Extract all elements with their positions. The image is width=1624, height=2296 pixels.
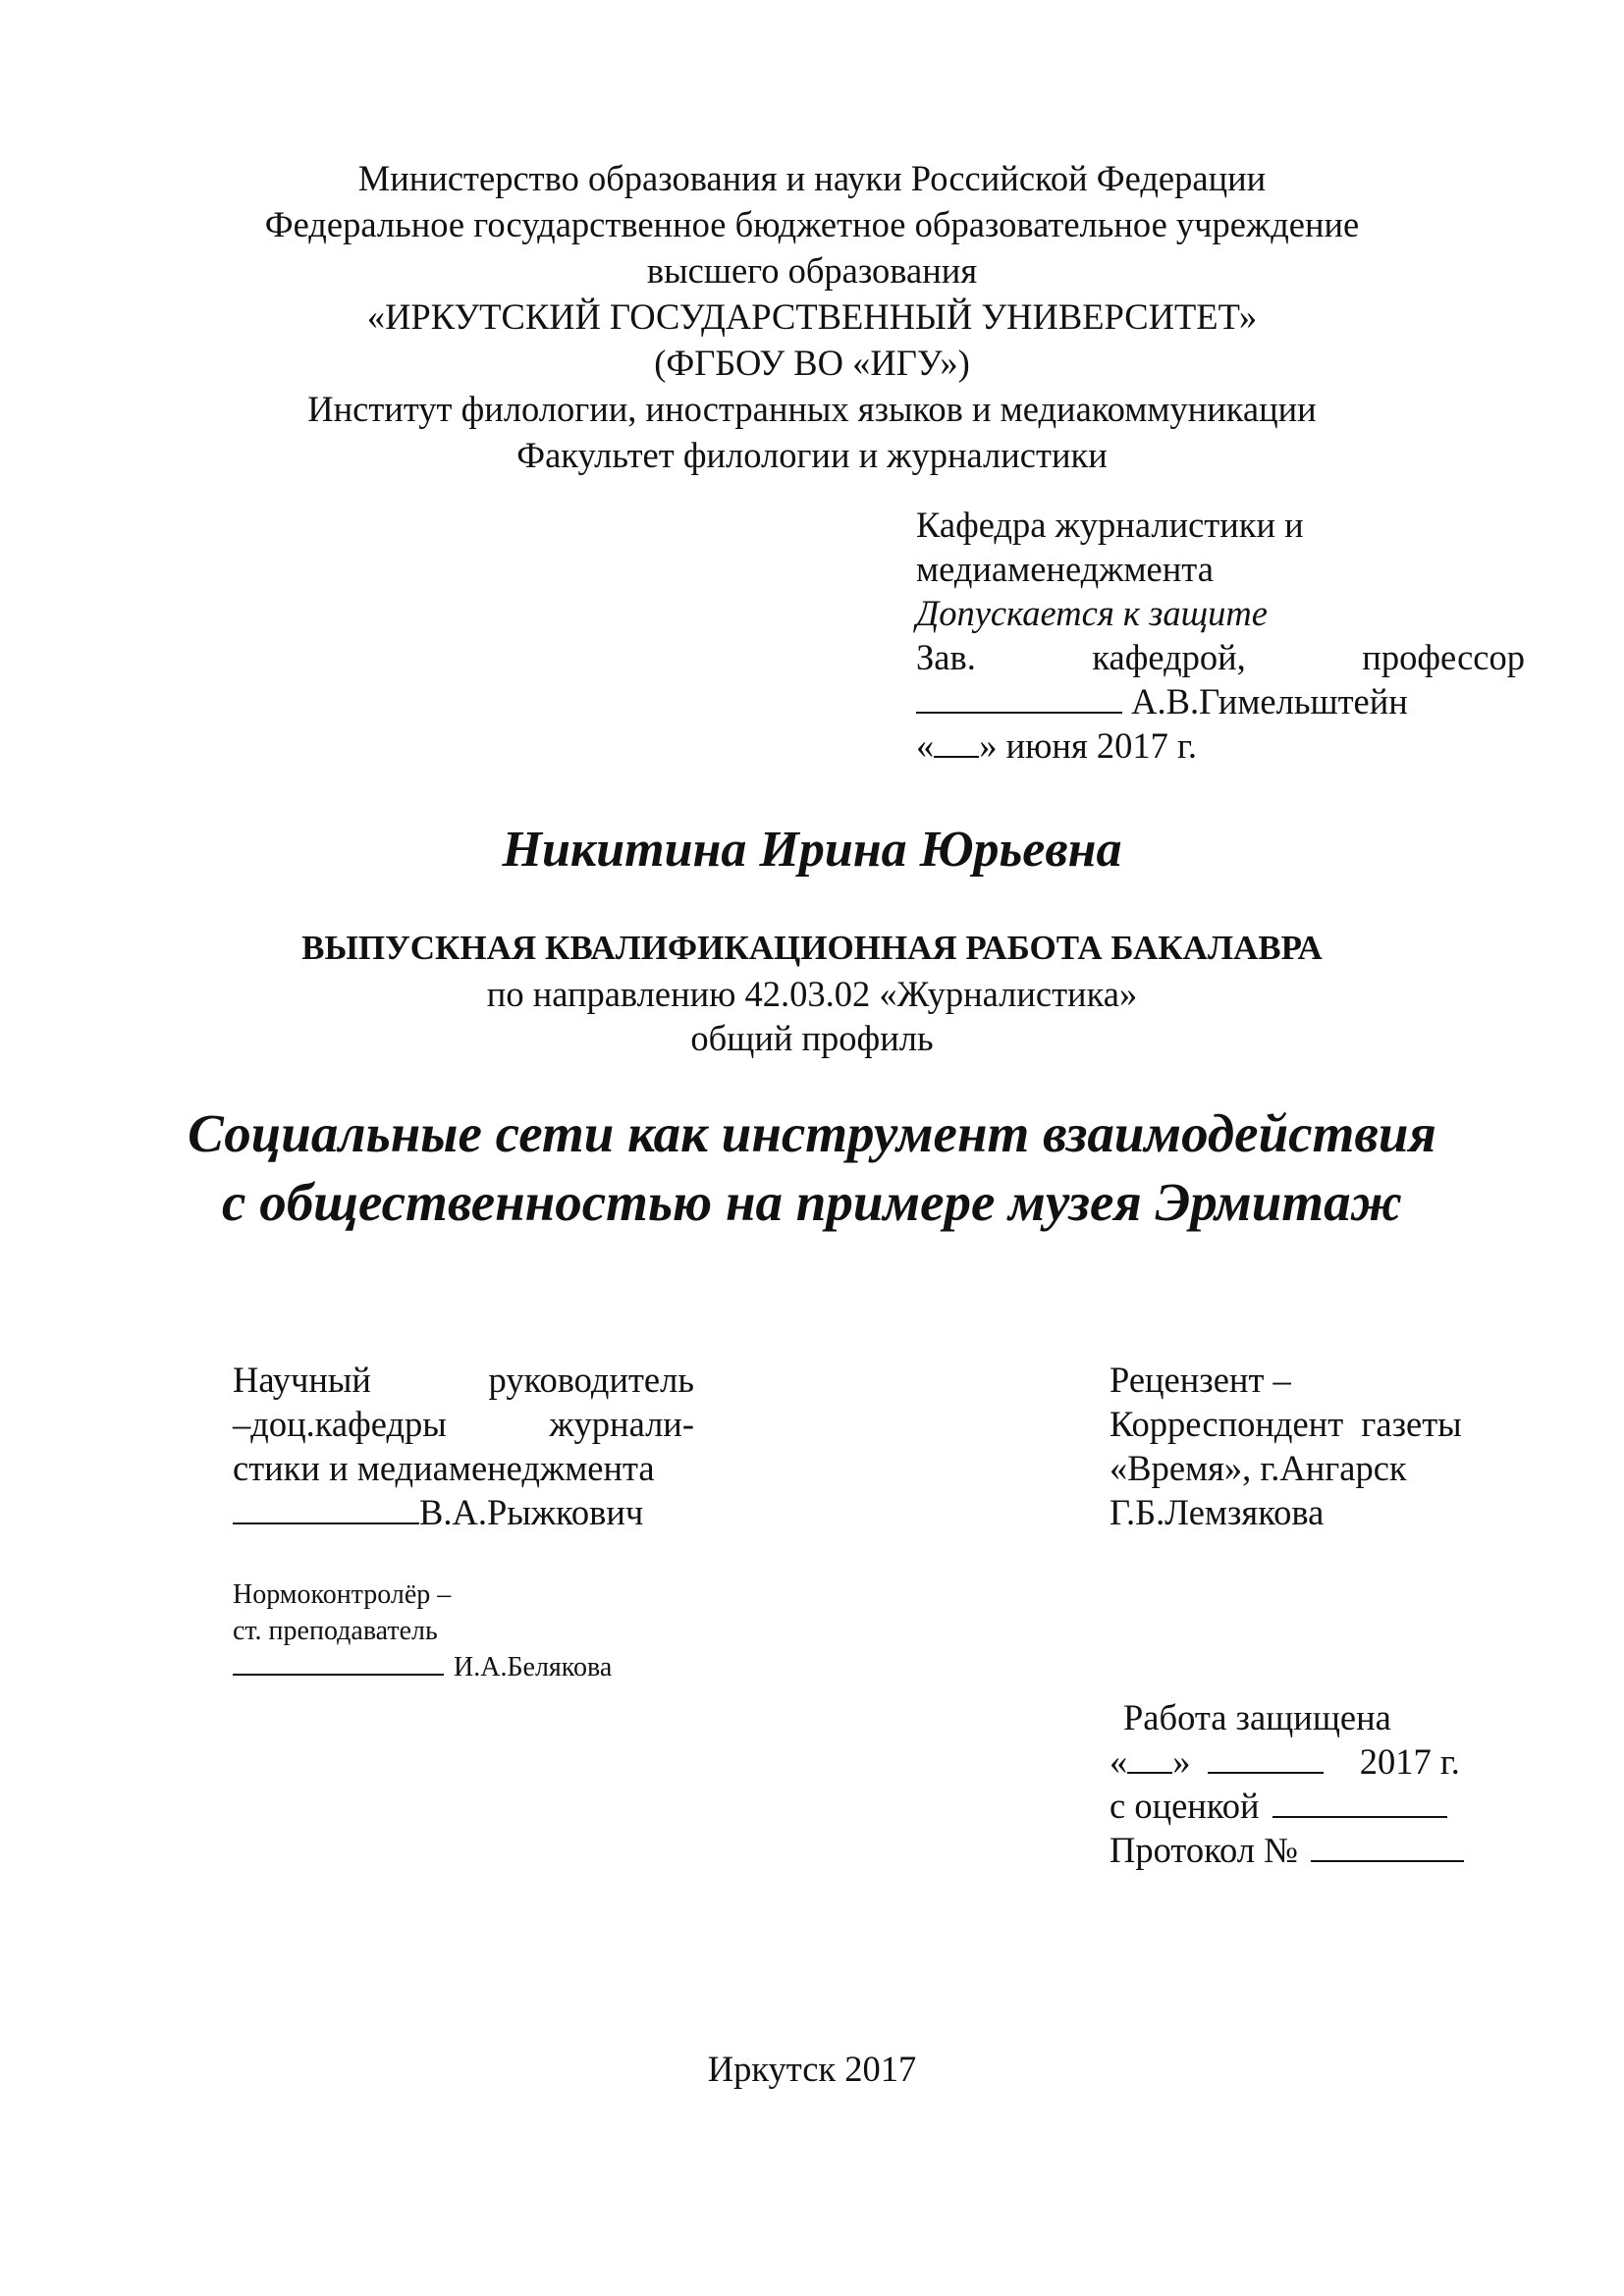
- header-line: Федеральное государственное бюджетное образовательное учреждение: [264, 204, 1360, 244]
- defense-block: [1110, 1695, 1551, 1872]
- header-line: «ИРКУТСКИЙ ГОСУДАРСТВЕННЫЙ УНИВЕРСИТЕТ»: [366, 296, 1258, 337]
- header-line: Институт филологии, иностранных языков и медиакоммуникации: [307, 389, 1317, 429]
- head-of-department-line: [916, 635, 1525, 679]
- protocol-blank: [1311, 1859, 1464, 1862]
- work-profile: общий профиль: [690, 1018, 934, 1058]
- normcontrol-name: И.А.Белякова: [454, 1652, 613, 1682]
- date-quote-open: «: [916, 725, 935, 766]
- date-text: » июня 2017 г.: [979, 725, 1197, 766]
- grade-label: с оценкой: [1110, 1786, 1260, 1826]
- reviewer-line: «Время», г.Ангарск: [1110, 1448, 1407, 1488]
- supervisor-word: Научный: [233, 1360, 371, 1400]
- header-line: (ФГБОУ ВО «ИГУ»): [654, 343, 970, 383]
- department-line: Кафедра журналистики и: [916, 505, 1304, 545]
- signature-blank: [916, 711, 1122, 714]
- head-signature-line: [916, 679, 1525, 723]
- admitted-label: Допускается к защите: [916, 593, 1268, 633]
- thesis-title-line: с общественностью на примере музея Эрмитаж: [222, 1172, 1402, 1232]
- head-name: А.В.Гимельштейн: [1131, 681, 1408, 721]
- work-type: ВЫПУСКНАЯ КВАЛИФИКАЦИОННАЯ РАБОТА БАКАЛАВРА: [301, 929, 1323, 967]
- protocol-label: Протокол №: [1110, 1830, 1298, 1870]
- normcontrol-signature-line: [233, 1649, 724, 1685]
- header-line: Факультет филологии и журналистики: [516, 435, 1108, 475]
- thesis-title-line: Социальные сети как инструмент взаимодействия: [188, 1103, 1436, 1163]
- defense-date-line: [1110, 1739, 1551, 1784]
- supervisor-block: [233, 1358, 694, 1534]
- reviewer-block: [1110, 1358, 1502, 1534]
- head-word: Зав.: [916, 637, 976, 677]
- reviewer-line: Корреспондент газеты: [1110, 1404, 1462, 1444]
- reviewer-line: Рецензент –: [1110, 1360, 1291, 1400]
- header-line: высшего образования: [646, 250, 978, 291]
- signature-blank: [233, 1673, 444, 1676]
- supervisor-word: журнали-: [549, 1404, 694, 1444]
- supervisor-word: руководитель: [488, 1360, 694, 1400]
- reviewer-name: Г.Б.Лемзякова: [1110, 1492, 1325, 1532]
- supervisor-line: [233, 1358, 694, 1402]
- thesis-title: [0, 1099, 1624, 1237]
- supervisor-word: –доц.кафедры: [233, 1404, 447, 1444]
- supervisor-line: [233, 1402, 694, 1446]
- approval-block: [916, 503, 1525, 768]
- supervisor-signature-line: [233, 1490, 694, 1534]
- day-blank: [934, 755, 979, 758]
- grade-line: [1110, 1784, 1551, 1828]
- ministry-header: [0, 155, 1624, 478]
- header-line: Министерство образования и науки Российской Федерации: [357, 158, 1267, 198]
- normcontrol-line: ст. преподаватель: [233, 1616, 438, 1646]
- head-word: кафедрой,: [1092, 637, 1246, 677]
- city-year: Иркутск 2017: [707, 2049, 917, 2089]
- defended-label: Работа защищена: [1123, 1697, 1391, 1737]
- approval-date-line: [916, 723, 1525, 768]
- author-name: Никитина Ирина Юрьевна: [502, 822, 1122, 878]
- department-line: медиаменеджмента: [916, 549, 1214, 589]
- work-direction: по направлению 42.03.02 «Журналистика»: [486, 974, 1138, 1014]
- signature-blank: [233, 1522, 419, 1524]
- day-blank: [1127, 1771, 1172, 1774]
- grade-blank: [1272, 1815, 1447, 1818]
- normcontrol-line: Нормоконтролёр –: [233, 1579, 452, 1610]
- month-blank: [1208, 1771, 1324, 1774]
- work-direction-block: [0, 972, 1624, 1060]
- head-word: профессор: [1362, 637, 1525, 677]
- supervisor-line: стики и медиаменеджмента: [233, 1448, 655, 1488]
- date-quote-open: «: [1110, 1741, 1128, 1782]
- protocol-line: [1110, 1828, 1551, 1872]
- defense-year: 2017 г.: [1359, 1741, 1460, 1782]
- date-quote-close: »: [1172, 1741, 1191, 1782]
- supervisor-name: В.А.Рыжкович: [419, 1492, 644, 1532]
- normcontrol-block: [233, 1576, 724, 1685]
